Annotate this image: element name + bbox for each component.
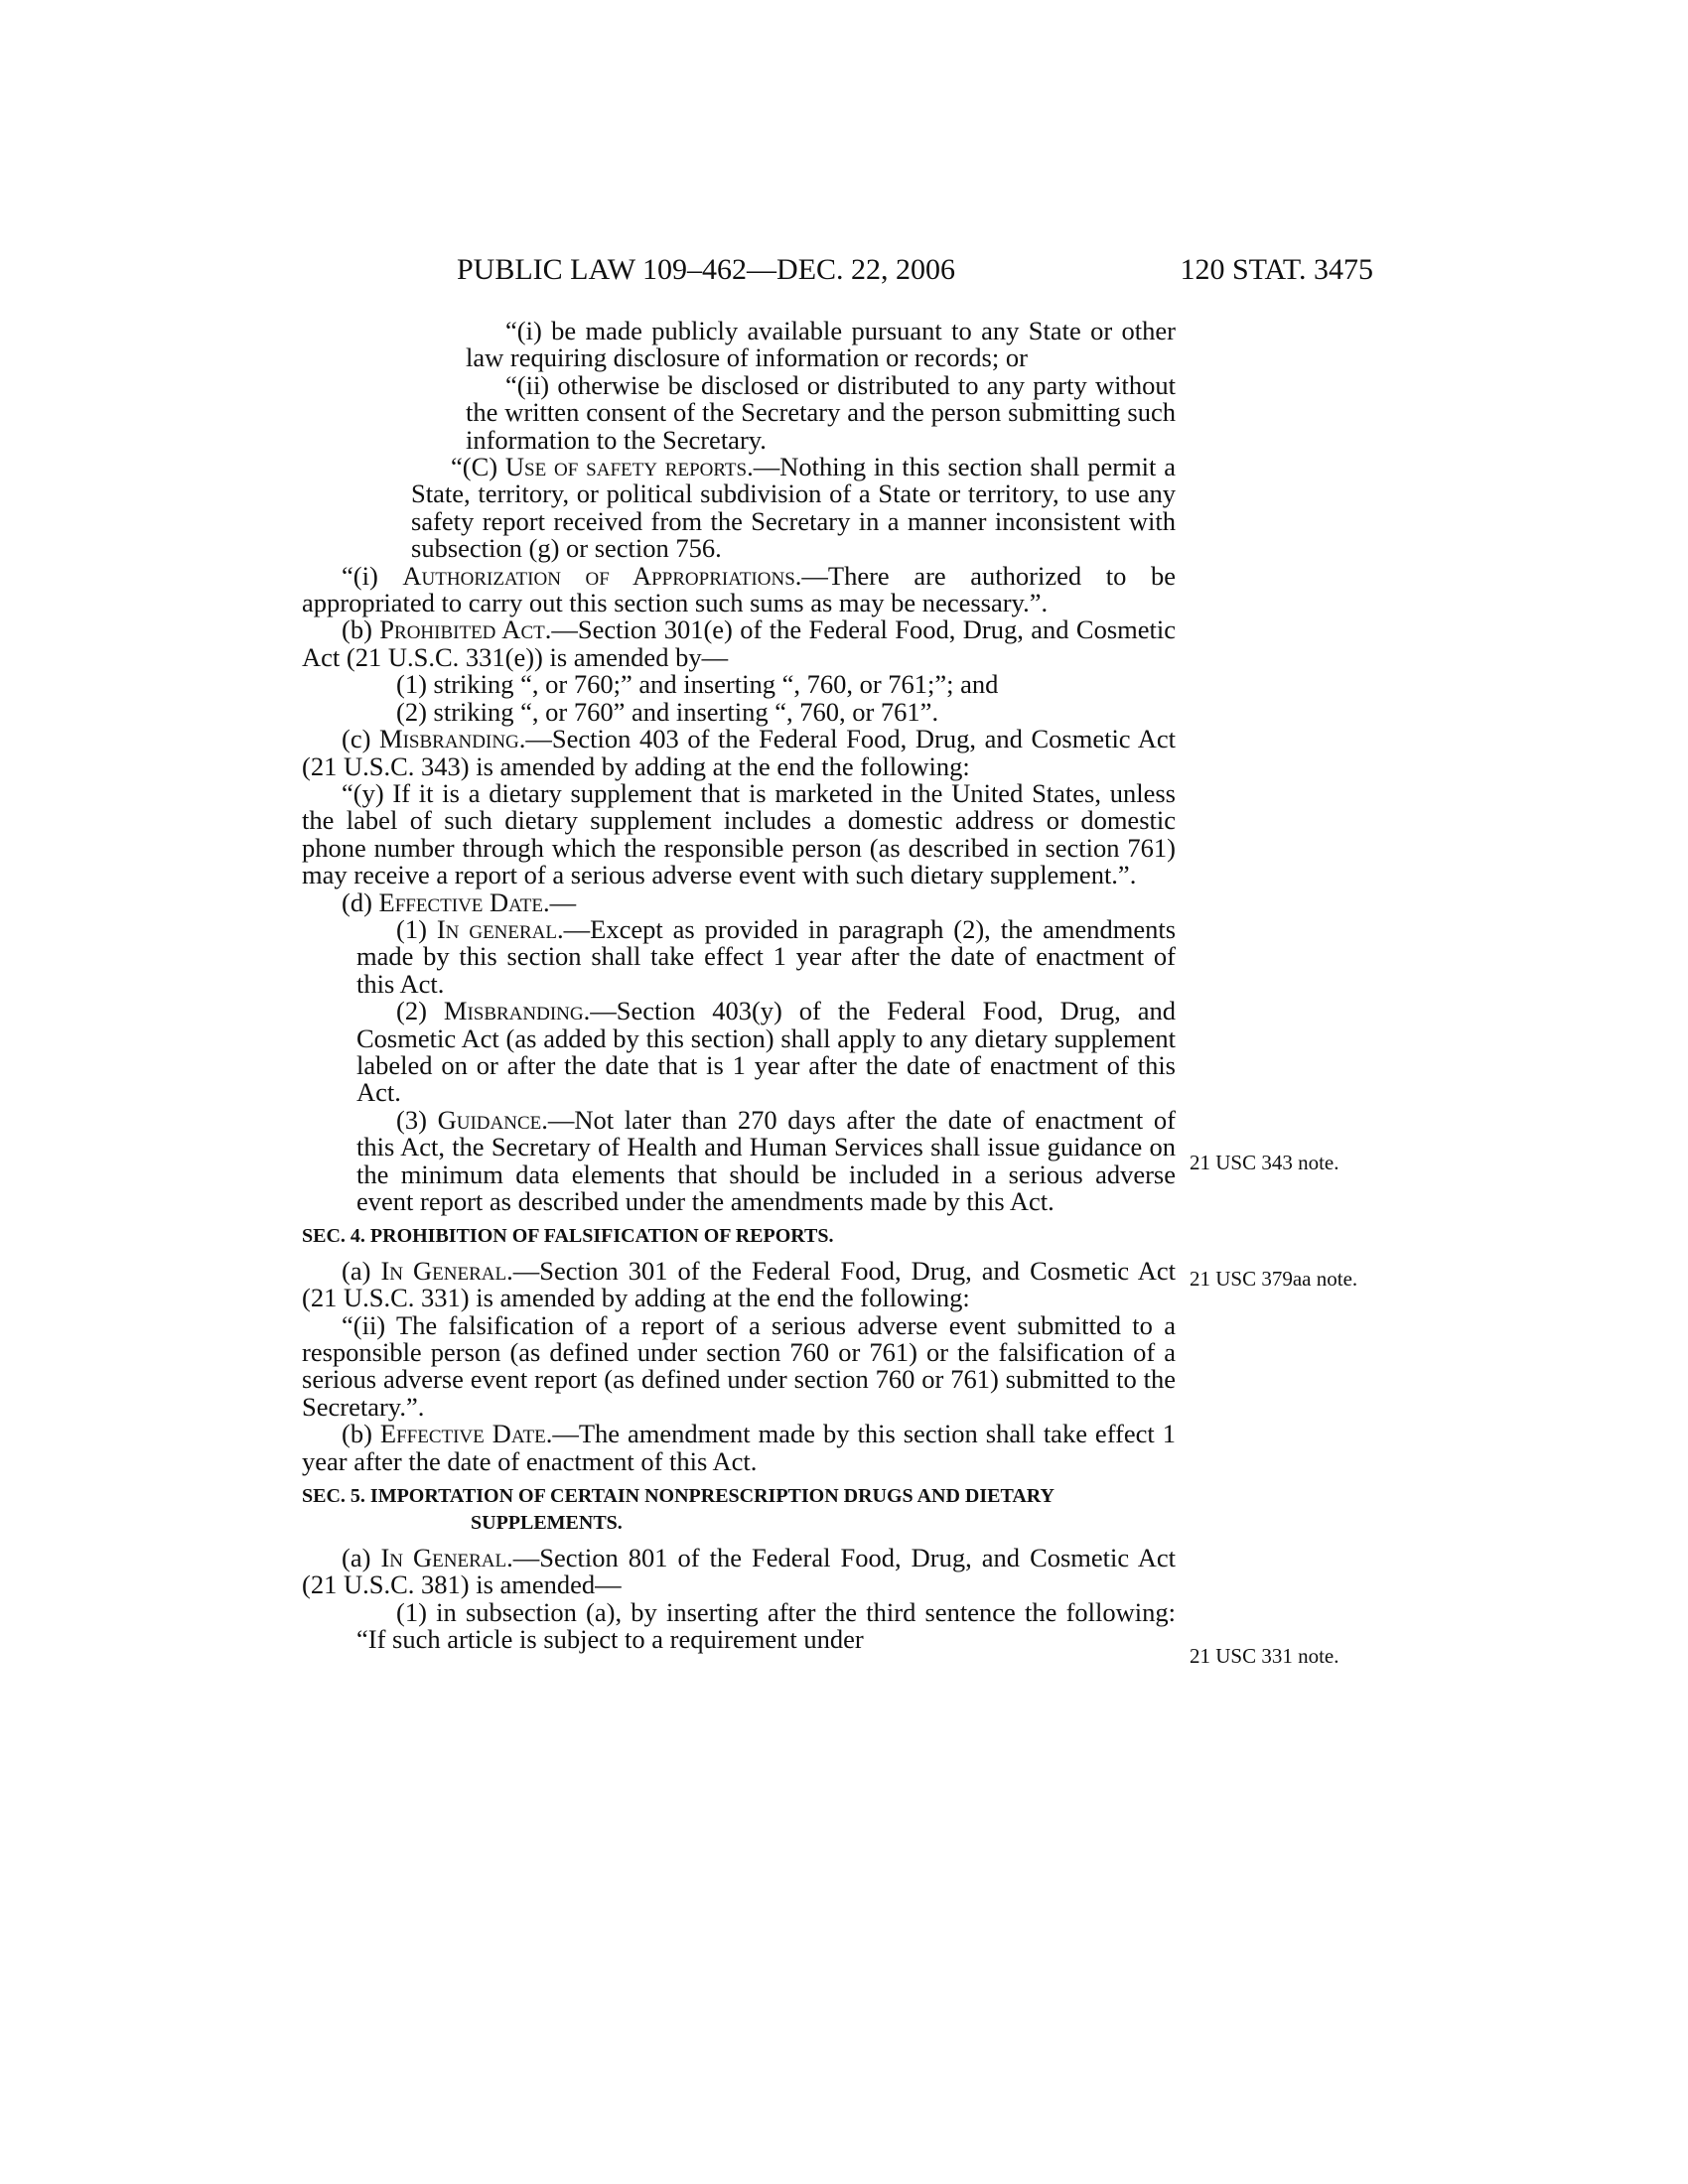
paragraph-misbranding-2: (2) Misbranding.—Section 403(y) of the Federal Food, Drug, and Cosmetic Act (as added by this section) shall apply to any dietary supplement labeled on or after the date that is 1 year after the date of enactment of this Act. bbox=[356, 996, 1176, 1108]
paragraph-misbranding: (c) Misbranding.—Section 403 of the Federal Food, Drug, and Cosmetic Act (21 U.S.C. 343) is amended by adding at the end the following: bbox=[302, 724, 1176, 781]
running-header-page: 120 STAT. 3475 bbox=[1180, 253, 1373, 286]
paragraph-sec4-b: (b) Effective Date.—The amendment made by this section shall take effect 1 year after the date of enactment of this Act. bbox=[302, 1419, 1176, 1476]
paragraph-sec4-ii: “(ii) The falsification of a report of a serious adverse event submitted to a responsible person (as defined under section 760 or 761) or the falsification of a serious adverse event report (as defined under section 760 or 761) submitted to the Secretary.”. bbox=[302, 1309, 1176, 1422]
paragraph-effective-date: (d) Effective Date.— bbox=[342, 887, 577, 917]
running-header-title: PUBLIC LAW 109–462—DEC. 22, 2006 bbox=[457, 253, 956, 286]
paragraph-guidance: (3) Guidance.—Not later than 270 days after the date of enactment of this Act, the Secretary of Health and Human Services shall issue guidance on the minimum data elements that should be included in a serious adverse event report as described under the amendments made by this Act. bbox=[356, 1104, 1177, 1216]
section-heading-5: SEC. 5. IMPORTATION OF CERTAIN NONPRESCRIPTION DRUGS AND DIETARY SUPPLEMENTS. bbox=[302, 1485, 1055, 1535]
margin-note-331: 21 USC 331 note. bbox=[1190, 1644, 1339, 1668]
section-heading-4: SEC. 4. PROHIBITION OF FALSIFICATION OF REPORTS. bbox=[302, 1225, 834, 1248]
paragraph-in-general: (1) In general.—Except as provided in paragraph (2), the amendments made by this section shall take effect 1 year after the date of enactment of this Act. bbox=[356, 913, 1177, 999]
paragraph-striking-2: (2) striking “, or 760” and inserting “, 760, or 761”. bbox=[396, 696, 939, 727]
paragraph-authorization: “(i) Authorization of Appropriations.—There are authorized to be appropriated to carry out this section such sums as may be necessary.”. bbox=[302, 560, 1176, 618]
margin-note-379aa: 21 USC 379aa note. bbox=[1190, 1267, 1358, 1291]
paragraph-c-ii: “(ii) otherwise be disclosed or distributed to any party without the written consent of the Secretary and the person submitting such information to the Secretary. bbox=[466, 369, 1176, 455]
paragraph-sec4-a: (a) In General.—Section 301 of the Federal Food, Drug, and Cosmetic Act (21 U.S.C. 331) is amended by adding at the end the following: bbox=[302, 1255, 1176, 1313]
paragraph-c-i: “(i) be made publicly available pursuant to any State or other law requiring disclosure of information or records; or bbox=[466, 316, 1176, 373]
margin-note-343: 21 USC 343 note. bbox=[1190, 1151, 1339, 1174]
paragraph-sec5-a: (a) In General.—Section 801 of the Federal Food, Drug, and Cosmetic Act (21 U.S.C. 381) is amended— bbox=[302, 1542, 1176, 1600]
paragraph-use-of-safety-reports: “(C) Use of safety reports.—Nothing in this section shall permit a State, territory, or political subdivision of a State or territory, to use any safety report received from the Secretary in a manner inconsistent with subsection (g) or section 756. bbox=[411, 452, 1176, 564]
paragraph-sec5-1: (1) in subsection (a), by inserting after the third sentence the following: “If such article is subject to a requirement under bbox=[356, 1596, 1176, 1655]
paragraph-prohibited-act: (b) Prohibited Act.—Section 301(e) of the Federal Food, Drug, and Cosmetic Act (21 U.S.C. 331(e)) is amended by— bbox=[302, 614, 1176, 672]
paragraph-y: “(y) If it is a dietary supplement that is marketed in the United States, unless the label of such dietary supplement includes a domestic address or domestic phone number through which the responsible person (as described in section 761) may receive a report of a serious adverse event with such dietary supplement.”. bbox=[302, 777, 1176, 890]
document-body bbox=[302, 318, 1176, 1654]
paragraph-striking-1: (1) striking “, or 760;” and inserting “, 760, or 761;”; and bbox=[396, 669, 999, 700]
